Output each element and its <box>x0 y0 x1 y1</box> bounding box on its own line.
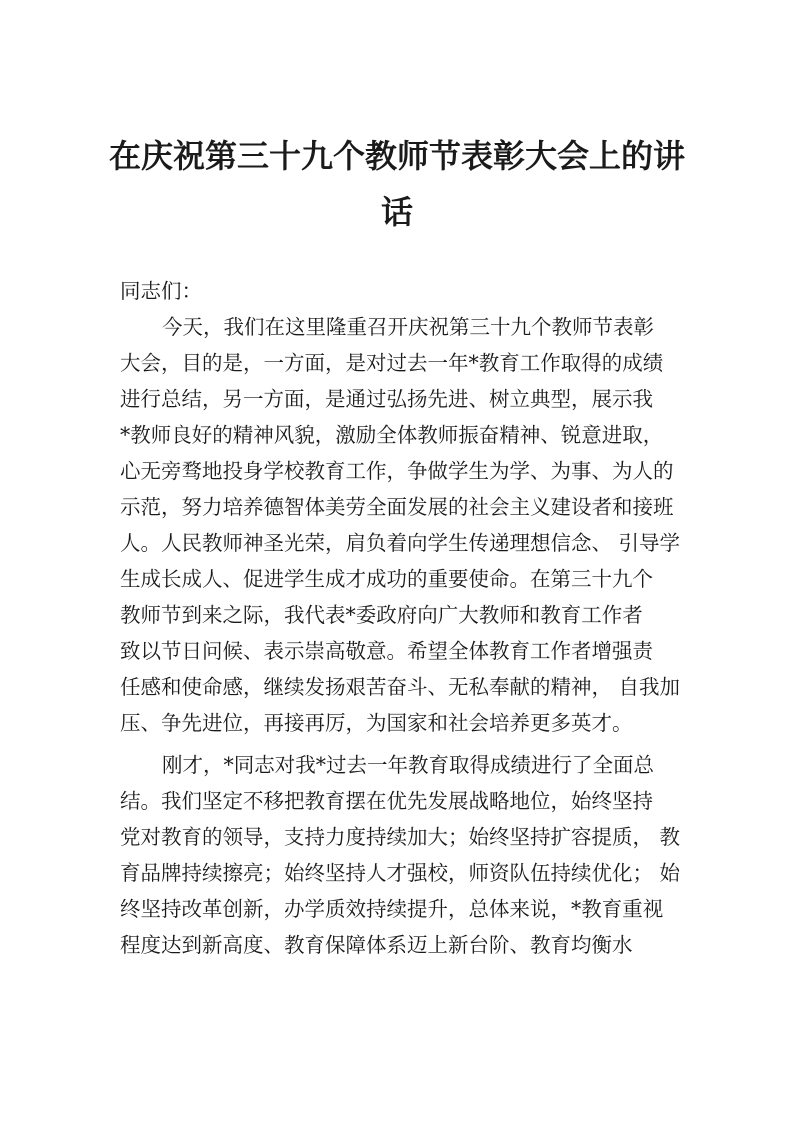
body-line: 任感和使命感，继续发扬艰苦奋斗、无私奉献的精神， 自我加 <box>120 675 681 699</box>
body-line: 育品牌持续擦亮；始终坚持人才强校，师资队伍持续优化； 始 <box>120 861 681 885</box>
document-title-line-1: 在庆祝第三十九个教师节表彰大会上的讲 <box>108 137 685 175</box>
body-line: 生成长成人、促进学生成才成功的重要使命。在第三十九个 <box>120 567 653 591</box>
body-line: 程度达到新高度、教育保障体系迈上新台阶、教育均衡水 <box>120 933 633 957</box>
body-line: 人。人民教师神圣光荣，肩负着向学生传递理想信念、 引导学 <box>120 531 681 555</box>
document-title-line-2: 话 <box>380 193 413 231</box>
body-line: 大会，目的是，一方面，是对过去一年*教育工作取得的成绩 <box>120 351 664 375</box>
body-line: 教师节到来之际，我代表*委政府向广大教师和教育工作者 <box>120 603 643 627</box>
body-line: 进行总结，另一方面，是通过弘扬先进、树立典型，展示我 <box>120 387 653 411</box>
body-line: 结。我们坚定不移把教育摆在优先发展战略地位，始终坚持 <box>120 789 653 813</box>
body-line: 示范，努力培养德智体美劳全面发展的社会主义建设者和接班 <box>120 495 674 519</box>
body-line: 压、争先进位，再接再厉，为国家和社会培养更多英才。 <box>120 711 633 735</box>
body-line: 刚才，*同志对我*过去一年教育取得成绩进行了全面总 <box>162 753 654 777</box>
body-line: 党对教育的领导，支持力度持续加大；始终坚持扩容提质， 教 <box>120 825 681 849</box>
body-line: 今天，我们在这里隆重召开庆祝第三十九个教师节表彰 <box>162 315 654 339</box>
body-line: 终坚持改革创新，办学质效持续提升，总体来说，*教育重视 <box>120 897 664 921</box>
salutation: 同志们： <box>120 279 202 303</box>
body-line: 心无旁骛地投身学校教育工作，争做学生为学、为事、为人的 <box>120 459 674 483</box>
body-line: 致以节日问候、表示崇高敬意。希望全体教育工作者增强责 <box>120 639 653 663</box>
body-line: *教师良好的精神风貌，激励全体教师振奋精神、锐意进取， <box>120 423 664 447</box>
